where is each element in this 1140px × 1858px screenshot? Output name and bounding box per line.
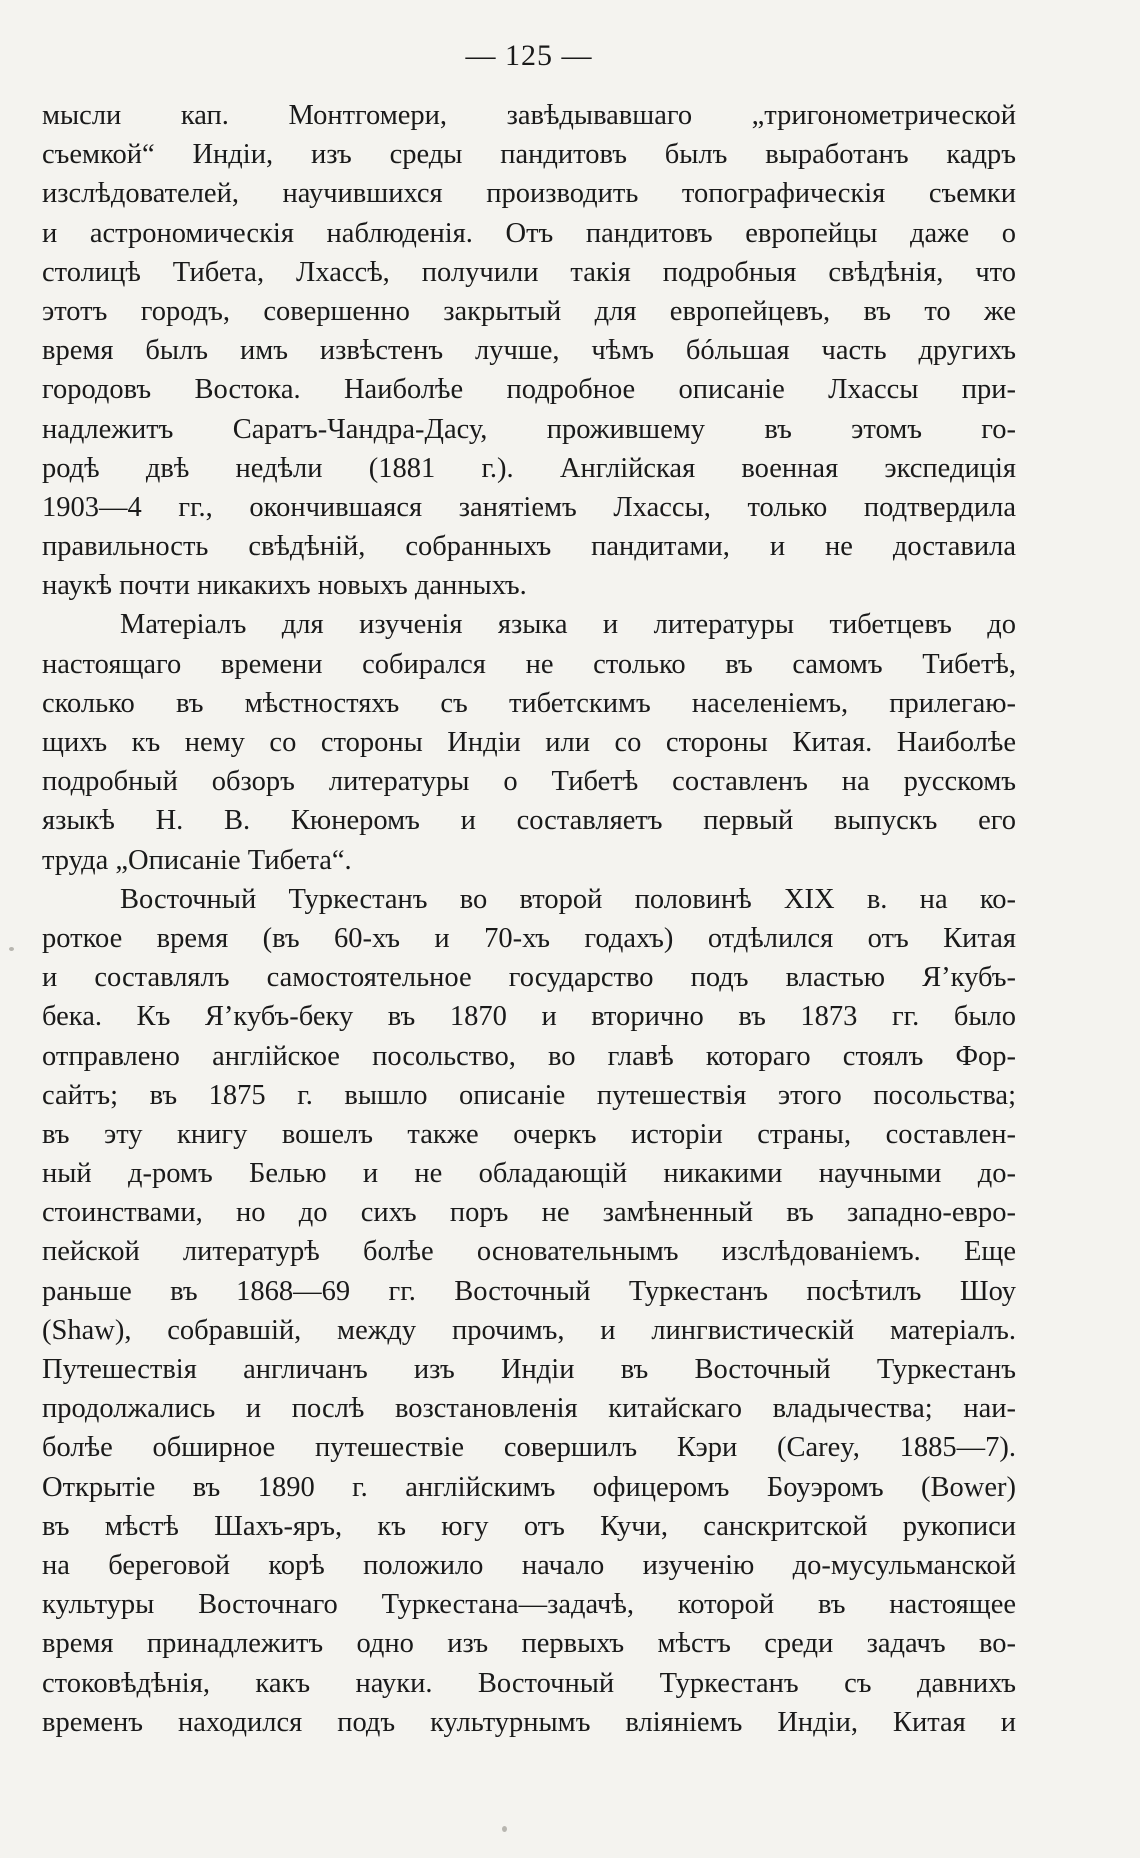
text-line: болѣе обширное путешествіе совершилъ Кэри (Carey, 1885—7). — [42, 1432, 1016, 1464]
text-line: временъ находился подъ культурнымъ вліяніемъ Индіи, Китая и — [42, 1706, 1016, 1738]
text-line: время принадлежитъ одно изъ первыхъ мѣстъ среди задачъ во- — [42, 1628, 1016, 1660]
text-line: раньше въ 1868—69 гг. Восточный Туркестанъ посѣтилъ Шоу — [42, 1275, 1016, 1307]
paragraph — [42, 96, 1016, 605]
paragraph — [42, 605, 1016, 879]
text-line: языкѣ Н. В. Кюнеромъ и составляетъ первый выпускъ его — [42, 805, 1016, 837]
text-line: отправлено англійское посольство, во главѣ котораго стоялъ Фор- — [42, 1040, 1016, 1072]
text-line: въ мѣстѣ Шахъ-яръ, къ югу отъ Кучи, санскритской рукописи — [42, 1510, 1016, 1542]
text-line: сайтъ; въ 1875 г. вышло описаніе путешествія этого посольства; — [42, 1079, 1016, 1111]
text-line: надлежитъ Саратъ-Чандра-Дасу, прожившему въ этомъ го- — [42, 413, 1016, 445]
text-line: столицѣ Тибета, Лхассѣ, получили такія подробныя свѣдѣнія, что — [42, 256, 1016, 288]
text-line: сколько въ мѣстностяхъ съ тибетскимъ населеніемъ, прилегаю- — [42, 687, 1016, 719]
ink-speck — [502, 1826, 507, 1832]
text-line: щихъ къ нему со стороны Индіи или со стороны Китая. Наиболѣе — [42, 727, 1016, 758]
text-line: мысли кап. Монтгомери, завѣдывавшаго „тригонометрической — [42, 100, 1016, 131]
text-line: бека. Къ Я’кубъ-беку въ 1870 и вторично въ 1873 гг. было — [42, 1001, 1016, 1033]
text-line: съемкой“ Индіи, изъ среды пандитовъ былъ выработанъ кадръ — [42, 139, 1016, 171]
text-line: время былъ имъ извѣстенъ лучше, чѣмъ бóльшая часть другихъ — [42, 335, 1016, 367]
text-line: ный д-ромъ Белью и не обладающій никакими научными до- — [42, 1158, 1016, 1190]
text-line: стоковѣдѣнія, какъ науки. Восточный Туркестанъ съ давнихъ — [42, 1667, 1016, 1699]
text-line: подробный обзоръ литературы о Тибетѣ составленъ на русскомъ — [42, 766, 1016, 798]
text-line: и составлялъ самостоятельное государство подъ властью Я’кубъ- — [42, 962, 1016, 994]
text-line: Путешествія англичанъ изъ Индіи въ Восточный Туркестанъ — [42, 1354, 1016, 1385]
text-line: этотъ городъ, совершенно закрытый для европейцевъ, въ то же — [42, 295, 1016, 327]
text-line: Открытіе въ 1890 г. англійскимъ офицеромъ Боуэромъ (Bower) — [42, 1471, 1016, 1503]
text-line: труда „Описаніе Тибета“. — [42, 844, 352, 876]
text-line: продолжались и послѣ возстановленія китайскаго владычества; наи- — [42, 1393, 1016, 1425]
text-line: наукѣ почти никакихъ новыхъ данныхъ. — [42, 570, 527, 602]
text-line: пейской литературѣ болѣе основательнымъ изслѣдованіемъ. Еще — [42, 1236, 1016, 1268]
body-text — [42, 96, 1016, 1742]
text-line: въ эту книгу вошелъ также очеркъ исторіи страны, составлен- — [42, 1118, 1016, 1150]
text-line: на береговой корѣ положило начало изученію до-мусульманской — [42, 1549, 1016, 1581]
text-line: роткое время (въ 60-хъ и 70-хъ годахъ) отдѣлился отъ Китая — [42, 922, 1016, 954]
text-line: настоящаго времени собирался не столько въ самомъ Тибетѣ, — [42, 648, 1016, 680]
text-line: городовъ Востока. Наиболѣе подробное описаніе Лхассы при- — [42, 374, 1016, 406]
text-line: Восточный Туркестанъ во второй половинѣ XIX в. на ко- — [120, 883, 1016, 915]
text-line: стоинствами, но до сихъ поръ не замѣненный въ западно-евро- — [42, 1197, 1016, 1229]
text-line: родѣ двѣ недѣли (1881 г.). Англійская военная экспедиція — [42, 452, 1016, 484]
text-line: правильность свѣдѣній, собранныхъ пандитами, и не доставила — [42, 531, 1016, 563]
text-line: 1903—4 гг., окончившаяся занятіемъ Лхассы, только подтвердила — [42, 491, 1016, 523]
text-line: (Shaw), собравшій, между прочимъ, и лингвистическій матеріалъ. — [42, 1314, 1016, 1346]
page-number: — 125 — — [465, 39, 593, 72]
ink-speck — [9, 947, 14, 951]
paragraph — [42, 880, 1016, 1742]
text-line: культуры Восточнаго Туркестана—задачѣ, которой въ настоящее — [42, 1589, 1016, 1621]
text-line: Матеріалъ для изученія языка и литературы тибетцевъ до — [120, 609, 1016, 641]
text-line: и астрономическія наблюденія. Отъ пандитовъ европейцы даже о — [42, 217, 1016, 249]
text-line: изслѣдователей, научившихся производить топографическія съемки — [42, 178, 1016, 210]
